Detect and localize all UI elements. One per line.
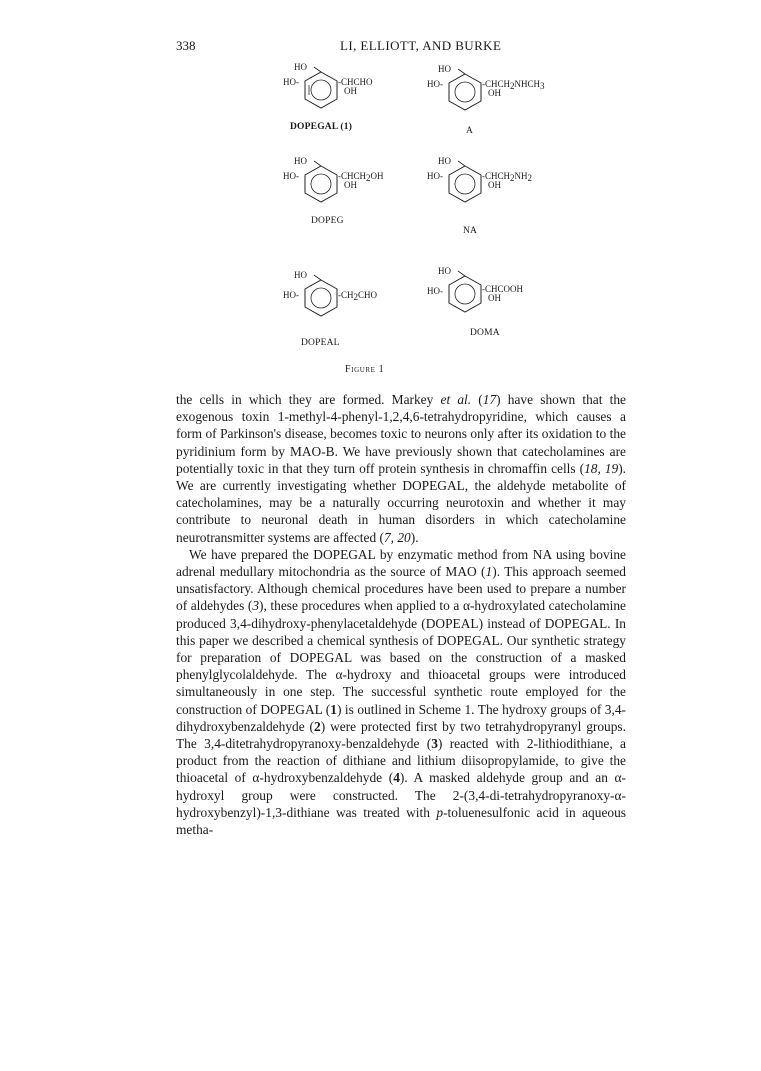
- ring-sub-left: HO-: [427, 171, 443, 181]
- benzene-ring-drawing: [427, 66, 617, 136]
- ring-sub-top: HO: [294, 62, 307, 72]
- ring-sub-top: HO: [438, 266, 451, 276]
- structure-doma: [427, 268, 617, 338]
- page-number: 338: [176, 38, 196, 53]
- side-chain: -CH2CHO: [338, 290, 378, 302]
- label-a: A: [466, 126, 474, 136]
- side-chain-oh: OH: [344, 180, 357, 190]
- side-chain: -CHCH2OH: [338, 171, 384, 183]
- ring-sub-left: HO-: [283, 171, 299, 181]
- label-na: NA: [463, 226, 478, 236]
- ring-sub-top: HO: [294, 270, 307, 280]
- ring-sub-top: HO: [294, 156, 307, 166]
- ring-sub-left: HO-: [427, 79, 443, 89]
- structure-na: [427, 158, 617, 228]
- paragraph-2: We have prepared the DOPEGAL by enzymatic method from NA using bovine adrenal medullary mitochondria as the source of MAO (1). This approach seemed unsatisfactory. Although chemical procedures have been used to prepare a number of aldehydes (3), these procedures when applied to a α-hydroxylated catecholamine produced 3,4-dihydroxy-phenylacetaldehyde (DOPEAL) instead of DOPEGAL. In this paper we described a chemical synthesis of DOPEGAL. Our synthetic strategy for preparation of DOPEGAL was based on the construction of a masked phenylglycolaldehyde. The α-hydroxy and thioacetal groups were introduced simultaneously in one step. The successful synthetic route employed for the construction of DOPEGAL (1) is outlined in Scheme 1. The hydroxy groups of 3,4-dihydroxybenzaldehyde (2) were protected first by two tetrahydropyranyl groups. The 3,4-ditetrahydropyranoxy-benzaldehyde (3) reacted with 2-lithiodithiane, a product from the reaction of dithiane and lithium diisopropylamide, to give the thioacetal of α-hydroxybenzaldehyde (4). A masked aldehyde group and an α-hydroxyl group were constructed. The 2-(3,4-di-tetrahydropyranoxy-α-hydroxybenzyl)-1,3-dithiane was treated with p-toluenesulfonic acid in aqueous metha-: [176, 546, 627, 838]
- ring-sub-top: HO: [438, 156, 451, 166]
- benzene-ring-drawing: [427, 158, 617, 228]
- benzene-ring-drawing: [427, 268, 617, 338]
- ring-sub-top: HO: [438, 64, 451, 74]
- paragraph-1: the cells in which they are formed. Markey et al. (17) have shown that the exogenous toxin 1-methyl-4-phenyl-1,2,4,6-tetrahydropyridine, which causes a form of Parkinson's disease, becomes toxic to neurons only after its oxidation to the pyridinium form by MAO-B. We have previously shown that catecholamines are potentially toxic in that they turn off protein synthesis in chromaffin cells (18, 19). We are currently investigating whether DOPEGAL, the aldehyde metabolite of catecholamines, may be a naturally occurring neurotoxin and whether it may contribute to neuronal death in human disorders in which catecholamine neurotransmitter systems are affected (7, 20).: [176, 392, 626, 545]
- side-chain: -CHCOOH: [482, 284, 524, 294]
- side-chain-oh: OH: [344, 86, 357, 96]
- label-dopegal: DOPEGAL (1): [290, 122, 353, 132]
- running-head: LI, ELLIOTT, AND BURKE: [340, 38, 502, 53]
- body-text: [176, 391, 626, 838]
- label-dopeal: DOPEAL: [301, 338, 340, 348]
- ring-sub-left: HO-: [283, 290, 299, 300]
- side-chain: -CHCHO: [338, 77, 373, 87]
- ring-sub-left: HO-: [427, 286, 443, 296]
- side-chain: -CHCH2NH2: [482, 171, 533, 183]
- side-chain-oh: OH: [488, 88, 501, 98]
- ring-sub-left: HO-: [283, 77, 299, 87]
- label-dopeg: DOPEG: [311, 216, 344, 226]
- side-chain-oh: OH: [488, 180, 501, 190]
- structure-a: [427, 66, 617, 136]
- side-chain-oh: OH: [488, 293, 501, 303]
- label-doma: DOMA: [470, 328, 500, 338]
- figure-caption: Figure 1: [345, 364, 385, 375]
- side-chain: -CHCH2NHCH3: [482, 79, 545, 91]
